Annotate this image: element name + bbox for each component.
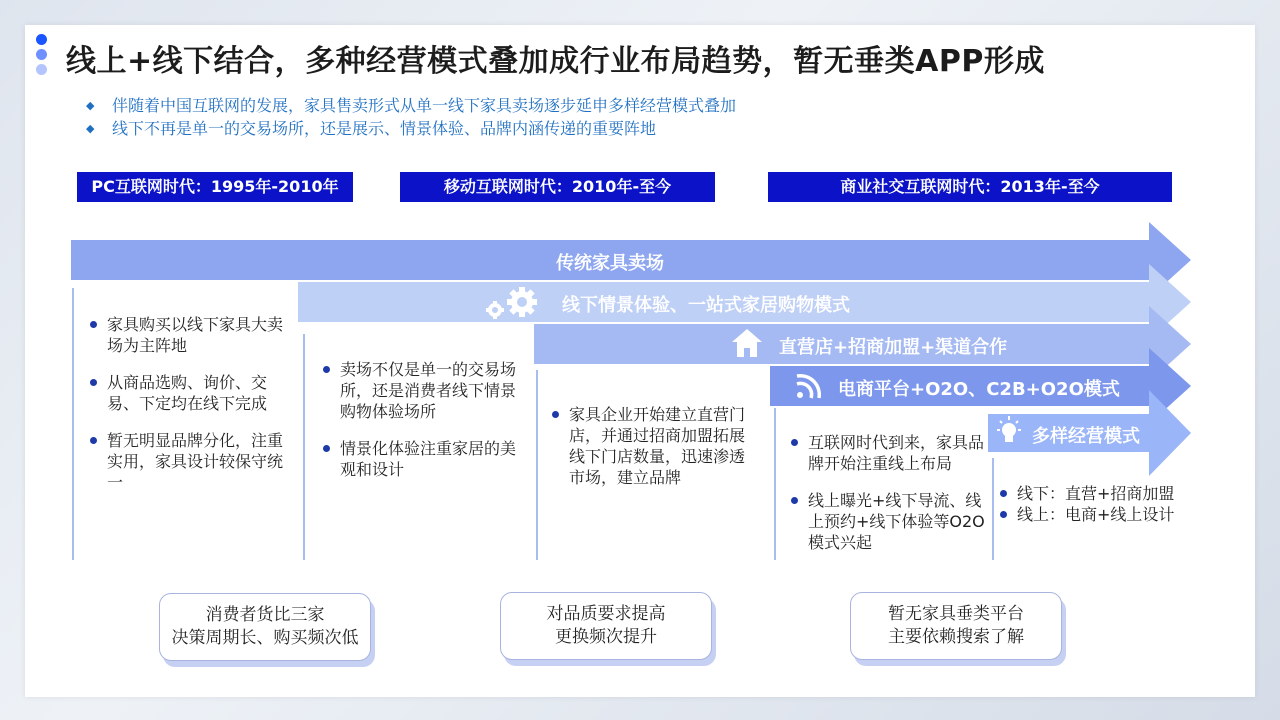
callout-line: 暂无家具垂类平台 xyxy=(888,604,1024,624)
era-social-commerce: 商业社交互联网时代：2013年-至今 xyxy=(768,172,1172,202)
column-divider xyxy=(774,408,776,560)
column-divider xyxy=(992,458,994,560)
list-item: 从商品选购、询价、交易、下定均在线下完成 xyxy=(90,372,286,414)
list-item: 家具企业开始建立直营门店，并通过招商加盟拓展线下门店数量，迅速渗透市场，建立品牌 xyxy=(552,404,748,488)
band-label: 电商平台+O2O、C2B+O2O模式 xyxy=(838,379,1120,400)
diamond-icon: ◆ xyxy=(86,99,95,112)
callout-line: 消费者货比三家 xyxy=(205,605,325,625)
callout-no-vertical-platform xyxy=(850,592,1062,660)
era-mobile-internet: 移动互联网时代：2010年-至今 xyxy=(400,172,715,202)
column-list-1 xyxy=(90,314,286,509)
dot-3 xyxy=(36,64,47,75)
diamond-icon: ◆ xyxy=(86,122,95,135)
band-label: 传统家具卖场 xyxy=(556,253,664,274)
column-list-4 xyxy=(791,432,987,569)
dot-1 xyxy=(36,34,47,45)
callout-line: 主要依赖搜索了解 xyxy=(888,627,1024,647)
intro-bullet-text: 伴随着中国互联网的发展，家具售卖形式从单一线下家具卖场逐步延申多样经营模式叠加 xyxy=(112,96,737,115)
column-divider xyxy=(536,370,538,560)
callout-line: 决策周期长、购买频次低 xyxy=(171,628,359,648)
callout-line: 更换频次提升 xyxy=(555,627,657,647)
column-list-5 xyxy=(1000,483,1196,525)
list-item: 互联网时代到来，家具品牌开始注重线上布局 xyxy=(791,432,987,474)
column-divider xyxy=(303,334,305,560)
callout-line: 对品质要求提高 xyxy=(546,604,666,624)
band-label: 多样经营模式 xyxy=(1032,426,1140,447)
band-label: 线下情景体验、一站式家居购物模式 xyxy=(562,295,850,316)
intro-bullet-text: 线下不再是单一的交易场所，还是展示、情景体验、品牌内涵传递的重要阵地 xyxy=(112,119,657,138)
title-dots xyxy=(36,34,47,79)
callout-consumer-behavior xyxy=(159,593,371,661)
list-item: 线上曝光+线下导流、线上预约+线下体验等O2O模式兴起 xyxy=(791,490,987,553)
column-list-3 xyxy=(552,404,748,504)
intro-bullet-2 xyxy=(86,116,656,139)
band-label: 直营店+招商加盟+渠道合作 xyxy=(779,337,1008,358)
page-title: 线上+线下结合，多种经营模式叠加成行业布局趋势，暂无垂类APP形成 xyxy=(66,44,1045,79)
list-item: 情景化体验注重家居的美观和设计 xyxy=(323,438,519,480)
band-multi-model xyxy=(988,390,1191,476)
list-item: 线上：电商+线上设计 xyxy=(1000,504,1196,525)
era-pc-internet: PC互联网时代：1995年-2010年 xyxy=(77,172,353,202)
callout-quality-demand xyxy=(500,592,712,660)
intro-bullet-1 xyxy=(86,93,736,116)
list-item: 卖场不仅是单一的交易场所，还是消费者线下情景购物体验场所 xyxy=(323,359,519,422)
list-item: 家具购买以线下家具大卖场为主阵地 xyxy=(90,314,286,356)
dot-2 xyxy=(36,49,47,60)
column-list-2 xyxy=(323,359,519,496)
list-item: 线下：直营+招商加盟 xyxy=(1000,483,1196,504)
column-divider xyxy=(72,288,74,560)
list-item: 暂无明显品牌分化，注重实用，家具设计较保守统一 xyxy=(90,430,286,493)
